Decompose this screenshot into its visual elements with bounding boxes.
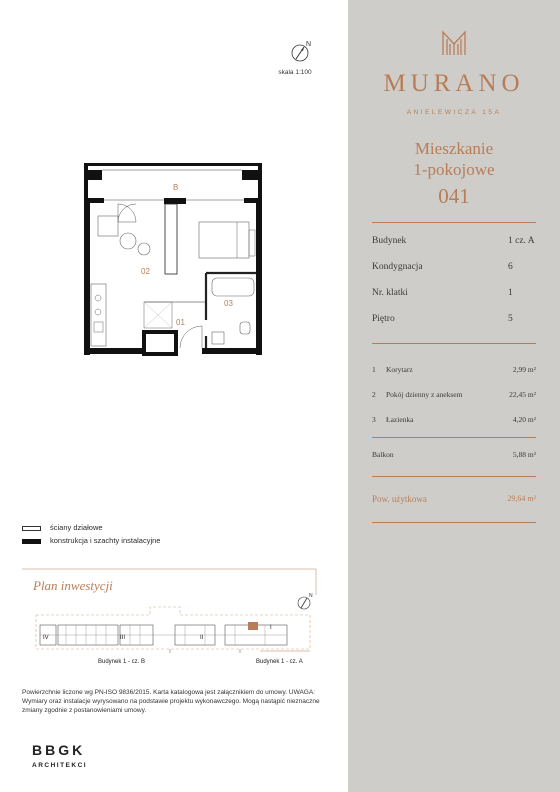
divider [372, 343, 536, 344]
detail-value: 5 [508, 314, 513, 324]
brand-name: MURANO [383, 70, 525, 97]
room-name: Korytarz [386, 365, 413, 374]
detail-row-staircase [372, 288, 536, 298]
legend-label-partition: ściany działowe [50, 523, 103, 532]
investment-plan-title: Plan inwestycji [33, 578, 113, 593]
entrance-door-swing [180, 326, 202, 348]
building-label-ii: II [200, 635, 204, 641]
toilet [240, 322, 250, 334]
detail-value: 1 cz. A [508, 236, 535, 246]
room-name: Pokój dzienny z aneksem [386, 390, 463, 399]
divider [372, 222, 536, 223]
plan-north-arrow-icon [298, 593, 313, 609]
room-area: 2,99 m² [512, 365, 536, 374]
room-number: 1 [372, 365, 376, 374]
brand-address: ANIELEWICZA 15A [406, 109, 502, 116]
north-arrow-icon [290, 40, 314, 64]
detail-label: Kondygnacja [372, 262, 423, 272]
room-number: 3 [372, 415, 376, 424]
balcony-row [372, 450, 536, 459]
room-label-03: 03 [224, 299, 233, 308]
radiator [249, 230, 255, 256]
compass-letter: N [306, 41, 312, 48]
divider [372, 437, 536, 438]
floor-plan [84, 160, 274, 360]
caption-building-a: Budynek 1 - cz. A [256, 659, 303, 665]
exterior-wall [256, 198, 262, 355]
apartment-highlight [248, 622, 258, 630]
architect-subtitle: ARCHITEKCI [32, 762, 88, 769]
structural-column [242, 170, 258, 180]
usable-area-label: Pow. użytkowa [372, 494, 427, 504]
structural-column [84, 163, 88, 203]
building-label-iv: IV [43, 635, 49, 641]
footnote: Powierzchnie liczone wg PN-ISO 9836/2015. Karta katalogowa jest załącznikiem do umowy. UWAGA: Wymiary oraz instalacje wyrysowano na podstawie projektu wykonawczego. Mogą nastąpić nieznaczne zmiany zgodnie z postanowieniami umowy. [22, 689, 320, 714]
exterior-wall [84, 198, 90, 355]
installation-shaft [144, 332, 176, 354]
detail-row-building [372, 236, 536, 246]
plan-compass-letter: N [309, 593, 313, 599]
legend-label-structure: konstrukcja i szachty instalacyjne [50, 536, 161, 545]
divider [372, 522, 536, 523]
divider [372, 476, 536, 477]
stove-icon [95, 295, 101, 301]
detail-label: Piętro [372, 314, 395, 324]
legend-swatch-structure [22, 539, 41, 544]
structural-column [88, 170, 102, 180]
detail-row-storey [372, 314, 536, 324]
door-swing [118, 204, 136, 222]
room-area: 4,20 m² [512, 415, 536, 424]
wardrobe-cross [144, 302, 172, 328]
facade-wall [164, 198, 186, 204]
bed [199, 222, 249, 258]
detail-value: 6 [508, 262, 513, 272]
room-label-01: 01 [176, 318, 185, 327]
chair [120, 233, 136, 249]
bathroom-wall [206, 273, 256, 348]
exterior-wall [202, 348, 262, 354]
detail-label: Budynek [372, 236, 407, 246]
legend-swatch-partition [22, 526, 41, 531]
room-area: 22,45 m² [509, 390, 536, 399]
room-number: 2 [372, 390, 376, 399]
room-name: Łazienka [386, 415, 414, 424]
partition-wall [165, 204, 177, 274]
architect-logo: BBGK [32, 742, 86, 758]
detail-row-floor-level [372, 262, 536, 272]
apartment-type-line1: Mieszkanie [414, 139, 494, 158]
balcony-label: Balkon [372, 450, 394, 459]
chair [138, 243, 150, 255]
structural-column [258, 163, 262, 203]
exterior-wall [84, 348, 144, 354]
balcony-label: B [173, 183, 179, 192]
table [98, 216, 118, 236]
murano-logo-icon [441, 30, 467, 56]
building-label-iii: III [120, 635, 126, 641]
caption-building-b: Budynek 1 - cz. B [98, 659, 146, 665]
door-swing [118, 204, 136, 222]
apartment-number: 041 [438, 184, 470, 208]
apartment-type [348, 138, 560, 180]
apartment-type-line2: 1-pokojowe [413, 160, 495, 179]
detail-value: 1 [508, 288, 513, 298]
scale-label: skala 1:100 [278, 69, 312, 76]
balcony-area: 5,88 m² [512, 450, 536, 459]
balcony-wall [84, 163, 262, 166]
stove-icon [95, 309, 101, 315]
bathtub [212, 278, 254, 296]
building-label-i: I [270, 625, 272, 631]
sink-icon [94, 322, 103, 332]
usable-area-row [372, 494, 536, 504]
washbasin [212, 332, 224, 344]
detail-label: Nr. klatki [372, 288, 408, 298]
usable-area-value: 29,64 m² [507, 494, 536, 503]
room-label-02: 02 [141, 267, 150, 276]
